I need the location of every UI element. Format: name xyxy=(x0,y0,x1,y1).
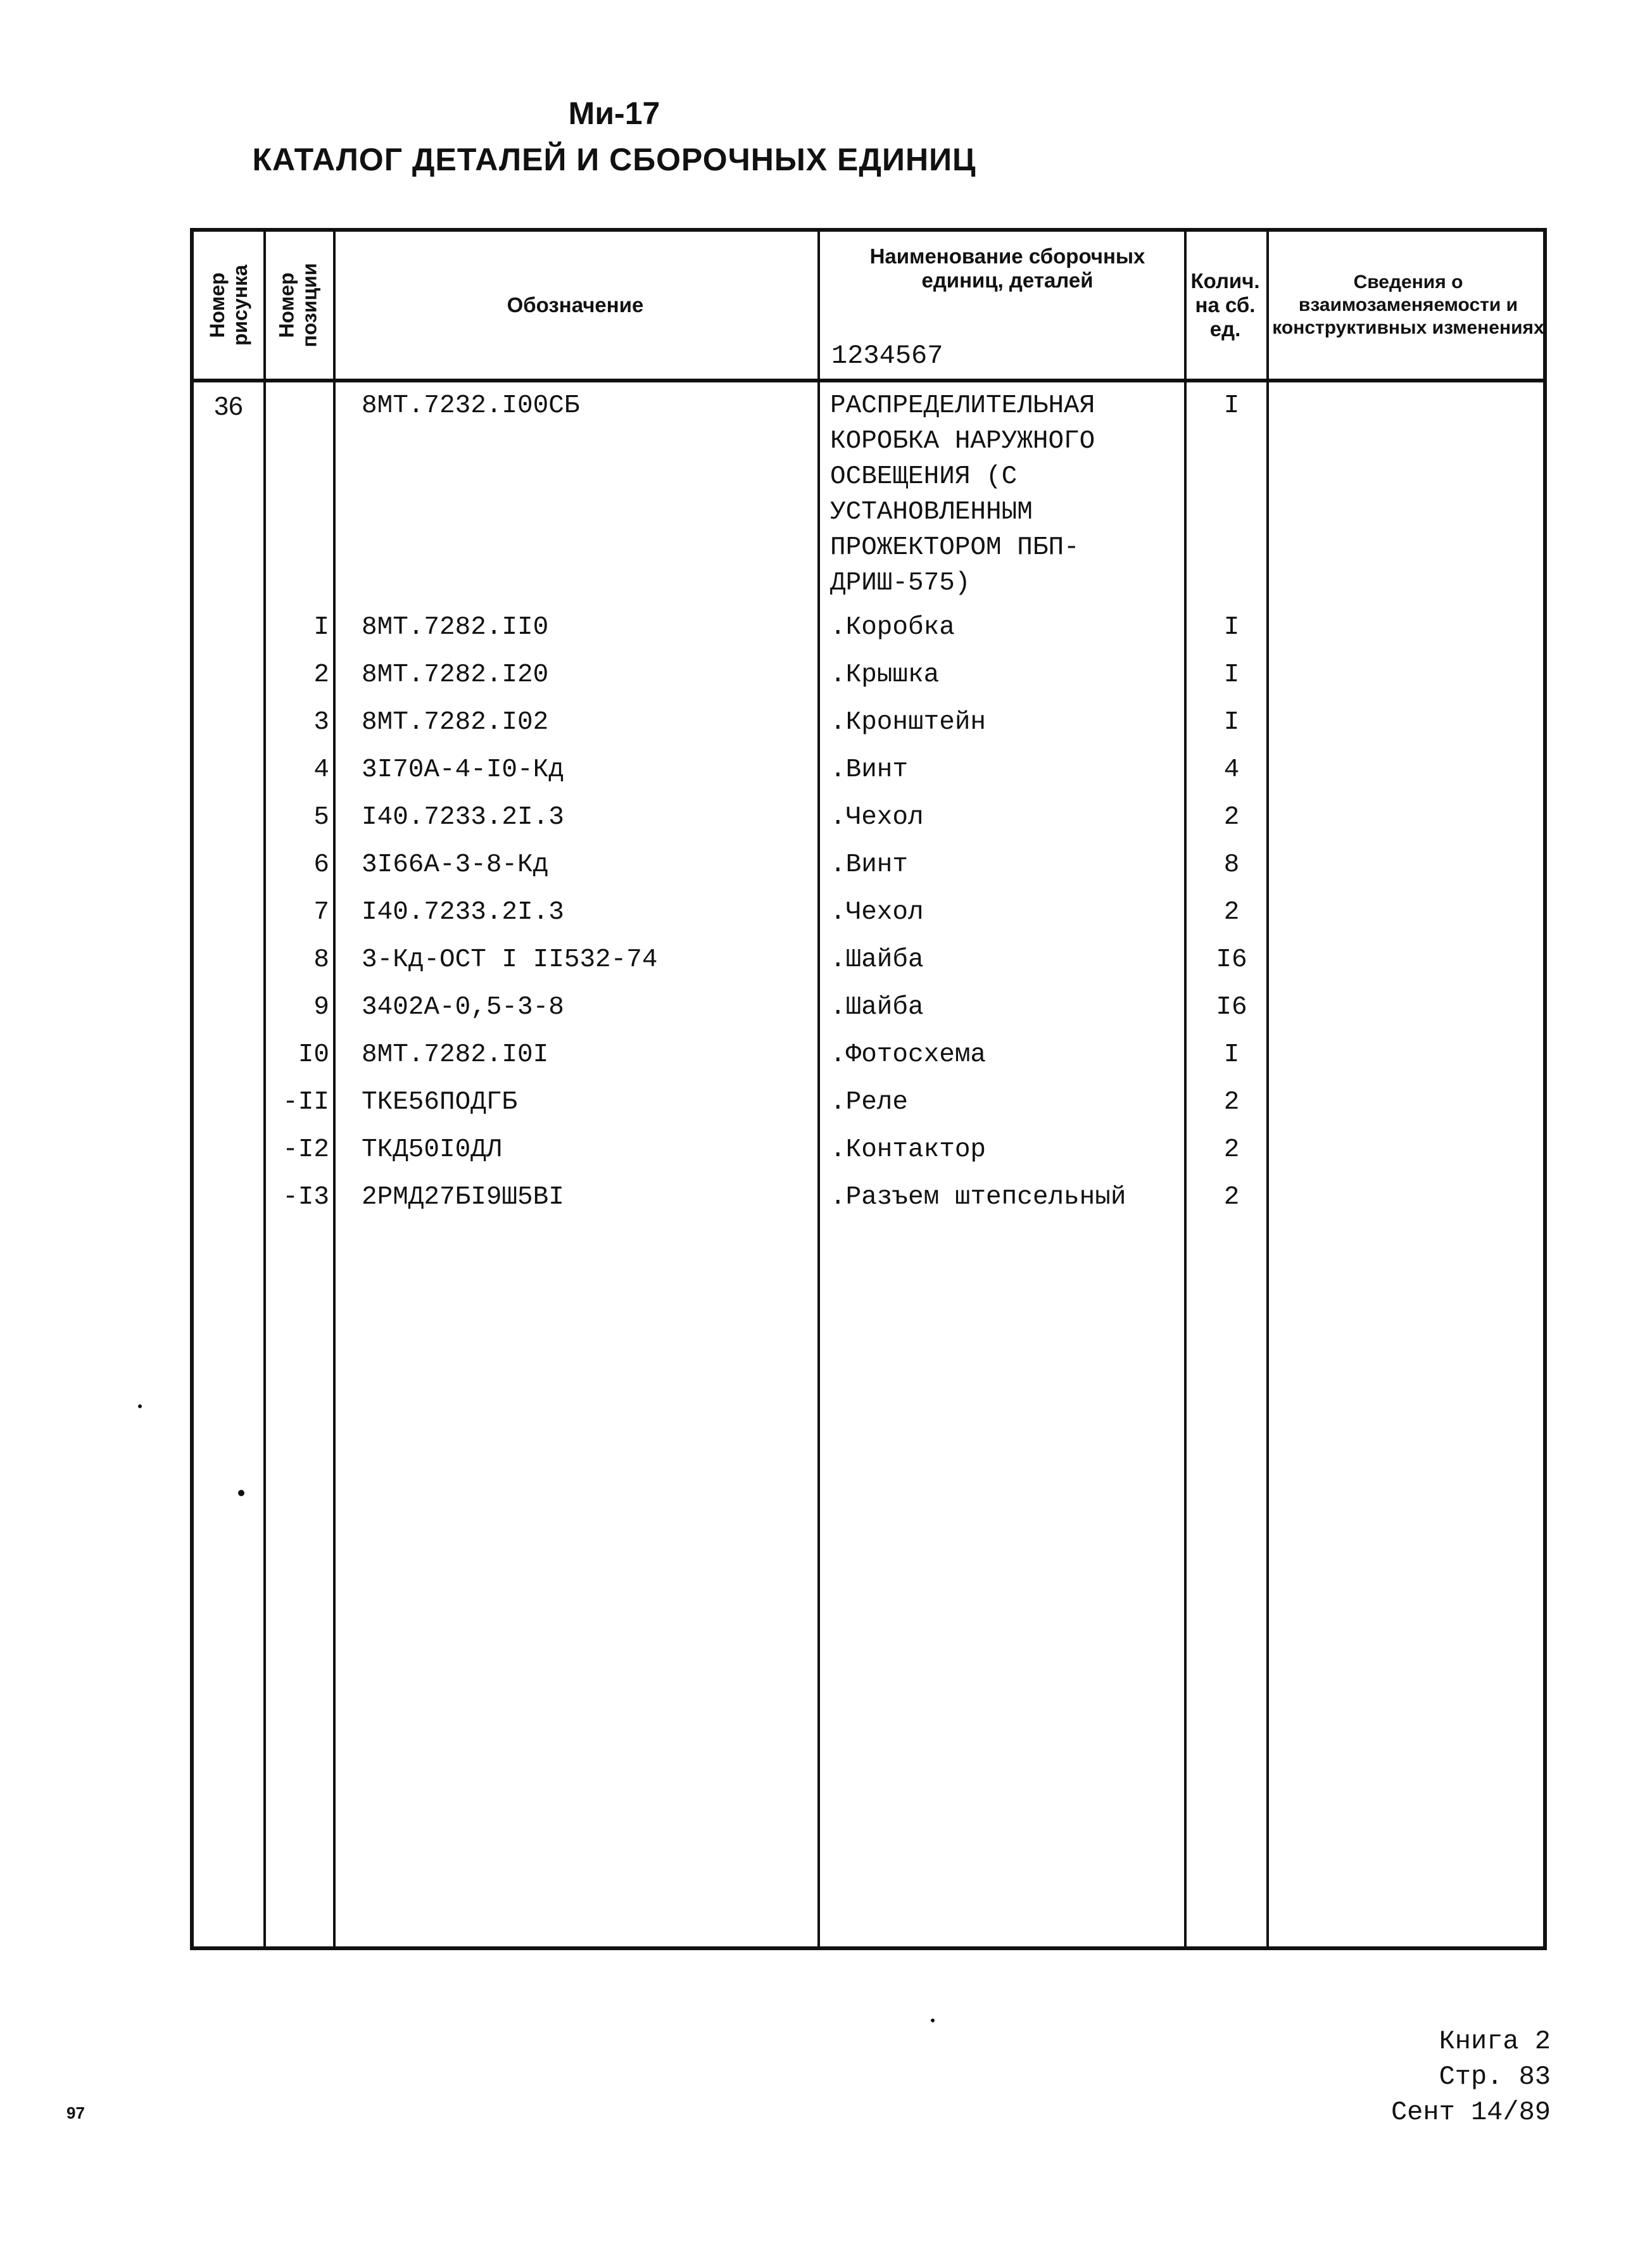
qty-cell: I xyxy=(1223,708,1240,737)
column-header-info: Сведения о взаимозаменяемости и конструктивных изменениях xyxy=(1272,272,1544,338)
designation-cell: 8МТ.7282.I0I xyxy=(362,1040,549,1069)
column-header-qty: Колич. на сб. ед. xyxy=(1190,269,1260,341)
position-cell: I0 xyxy=(298,1040,329,1069)
name-cell: .Крышка xyxy=(830,660,940,690)
designation-cell: I40.7233.2I.3 xyxy=(362,803,564,832)
designation-cell: ТКД50I0ДЛ xyxy=(362,1135,502,1164)
table-row xyxy=(194,889,1543,936)
name-cell: .Фотосхема xyxy=(830,1040,987,1069)
position-cell: 9 xyxy=(313,993,329,1022)
table-row xyxy=(194,984,1543,1031)
name-cell: РАСПРЕДЕЛИТЕЛЬНАЯ КОРОБКА НАРУЖНОГО ОСВЕЩЕНИЯ (С УСТАНОВЛЕННЫМ ПРОЖЕКТОРОМ ПБП-ДРИШ-575) xyxy=(830,391,1095,598)
designation-cell: 3I66А-3-8-Кд xyxy=(362,850,549,879)
designation-cell: 8МТ.7232.I00СБ xyxy=(362,391,580,420)
book-label: Книга 2 xyxy=(1439,2026,1551,2057)
table-row xyxy=(194,1079,1543,1126)
page-title: Ми-17 xyxy=(568,96,660,131)
qty-cell: 2 xyxy=(1223,1088,1240,1117)
position-cell: 5 xyxy=(313,803,329,832)
scan-speck xyxy=(238,1490,244,1496)
qty-cell: I xyxy=(1223,613,1240,642)
designation-cell: 8МТ.7282.II0 xyxy=(362,613,549,642)
name-cell: .Винт xyxy=(830,755,909,785)
position-cell: 8 xyxy=(313,945,329,974)
table-row xyxy=(194,747,1543,794)
designation-cell: 8МТ.7282.I20 xyxy=(362,660,549,690)
name-cell: .Шайба xyxy=(830,993,924,1022)
date-label: Сент 14/89 xyxy=(1390,2097,1551,2127)
position-cell: 2 xyxy=(313,660,329,690)
scan-speck xyxy=(138,1404,142,1408)
designation-cell: 3-Кд-ОСТ I II532-74 xyxy=(362,945,658,974)
designation-cell: 3402А-0,5-3-8 xyxy=(362,993,564,1022)
designation-cell: I40.7233.2I.3 xyxy=(362,898,564,927)
position-cell: 3 xyxy=(313,708,329,737)
name-cell: .Реле xyxy=(830,1088,909,1117)
parts-table xyxy=(190,228,1547,1950)
figure-number: 36 xyxy=(214,391,243,420)
name-cell: .Коробка xyxy=(830,613,955,642)
name-cell: .Контактор xyxy=(830,1135,987,1164)
qty-cell: 2 xyxy=(1223,1183,1240,1212)
table-row xyxy=(194,1031,1543,1079)
designation-cell: 8МТ.7282.I02 xyxy=(362,708,549,737)
column-header-name-code: 1234567 xyxy=(831,341,943,371)
page-subtitle: КАТАЛОГ ДЕТАЛЕЙ И СБОРОЧНЫХ ЕДИНИЦ xyxy=(252,142,976,177)
table-row-main xyxy=(194,382,1543,610)
qty-cell: 4 xyxy=(1223,755,1240,785)
page-label: Стр. 83 xyxy=(1439,2062,1551,2092)
qty-cell: 2 xyxy=(1223,803,1240,832)
position-cell: -I2 xyxy=(282,1135,329,1164)
table-row xyxy=(194,841,1543,889)
qty-cell: 2 xyxy=(1223,898,1240,927)
qty-cell: 2 xyxy=(1223,1135,1240,1164)
table-row xyxy=(194,652,1543,699)
qty-cell: I6 xyxy=(1216,993,1247,1022)
name-cell: .Кронштейн xyxy=(830,708,987,737)
position-cell: 7 xyxy=(313,898,329,927)
qty-cell: 8 xyxy=(1223,850,1240,879)
designation-cell: 2РМД27БI9Ш5ВI xyxy=(362,1183,564,1212)
table-row xyxy=(194,936,1543,984)
position-cell: 6 xyxy=(313,850,329,879)
qty-cell: I xyxy=(1223,1040,1240,1069)
name-cell: .Винт xyxy=(830,850,909,879)
scan-speck xyxy=(931,2019,935,2022)
table-row xyxy=(194,794,1543,841)
sheet-number: 97 xyxy=(66,2103,85,2122)
qty-cell: I6 xyxy=(1216,945,1247,974)
page-footer xyxy=(1391,2024,1551,2130)
table-row xyxy=(194,1174,1543,1221)
table-row xyxy=(194,604,1543,652)
qty-cell: I xyxy=(1223,391,1240,420)
column-header-pos: Номер позиции xyxy=(275,263,322,348)
table-row xyxy=(194,1126,1543,1174)
table-row xyxy=(194,699,1543,747)
position-cell: -I3 xyxy=(282,1183,329,1212)
name-cell: .Разъем штепсельный xyxy=(830,1183,1126,1212)
name-cell: .Шайба xyxy=(830,945,924,974)
qty-cell: I xyxy=(1223,660,1240,690)
position-cell: I xyxy=(313,613,329,642)
column-header-fig: Номер рисунка xyxy=(206,265,252,346)
position-cell: 4 xyxy=(313,755,329,785)
column-header-name: Наименование сборочных единиц, деталей xyxy=(869,244,1145,292)
name-cell: .Чехол xyxy=(830,803,924,832)
name-cell: .Чехол xyxy=(830,898,924,927)
column-header-designation: Обозначение xyxy=(507,293,644,317)
designation-cell: ТКЕ56ПОДГБ xyxy=(362,1088,518,1117)
position-cell: -II xyxy=(282,1088,329,1117)
designation-cell: 3I70А-4-I0-Кд xyxy=(362,755,564,785)
